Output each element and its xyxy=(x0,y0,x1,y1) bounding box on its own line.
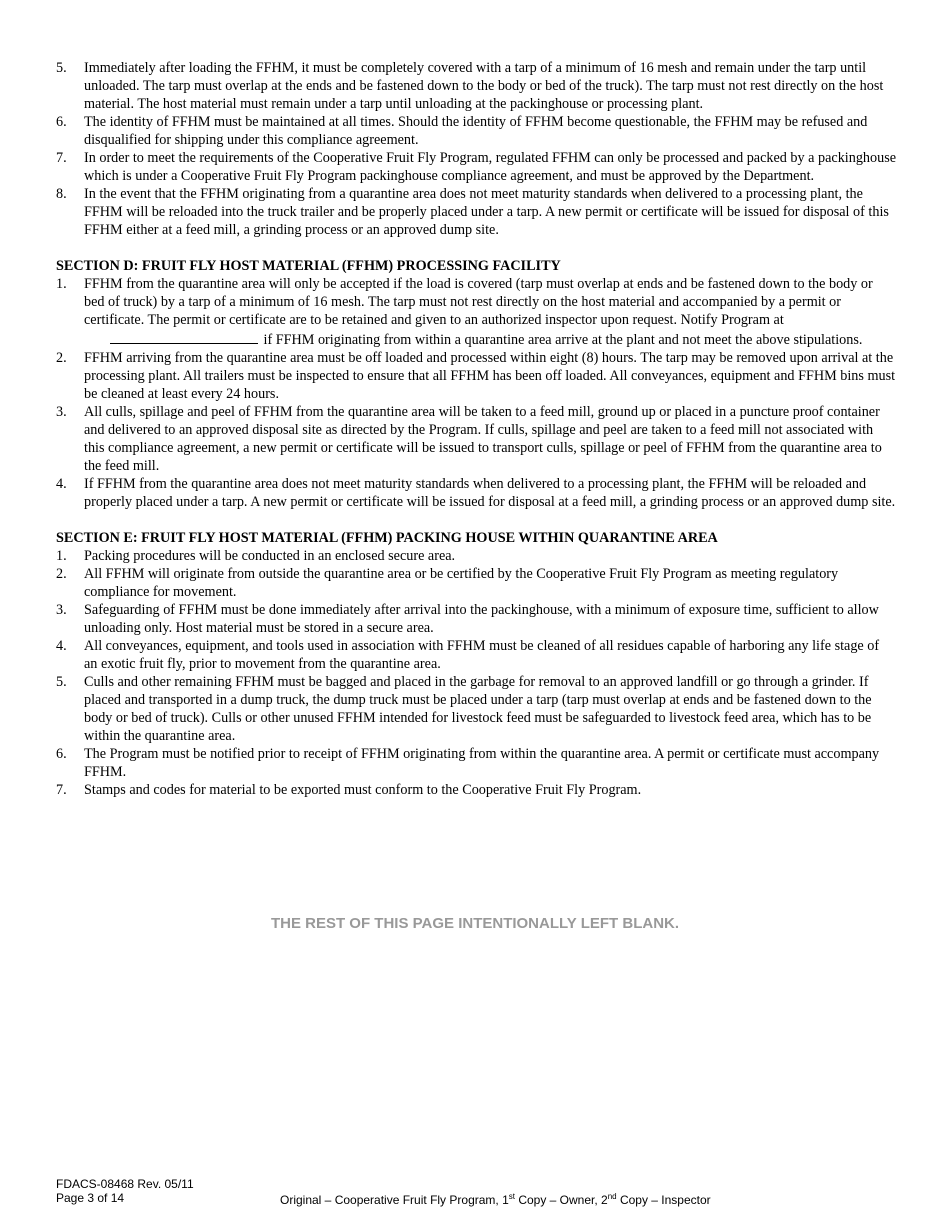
item-number: 1. xyxy=(56,276,67,292)
page-number: Page 3 of 14 xyxy=(56,1191,125,1205)
item-text: In the event that the FFHM originating from a quarantine area does not meet maturity standards when delivered to a processing plant, the FFHM will be reloaded into the truck trailer and be properly placed under a tarp. A new permit or certificate will be issued for disposal of this FFHM either at a feed mill, a grinding process or an approved dump site. xyxy=(84,186,889,238)
list-item xyxy=(56,673,896,745)
section-e-heading: SECTION E: FRUIT FLY HOST MATERIAL (FFHM) PACKING HOUSE WITHIN QUARANTINE AREA xyxy=(56,530,718,546)
item-number: 3. xyxy=(56,602,67,618)
blank-page-notice: THE REST OF THIS PAGE INTENTIONALLY LEFT BLANK. xyxy=(270,915,680,932)
item-text: Stamps and codes for material to be exported must conform to the Cooperative Fruit Fly Program. xyxy=(84,782,642,798)
item-text: If FFHM from the quarantine area does not meet maturity standards when delivered to a processing plant, the FFHM will be reloaded and properly placed under a tarp. A new permit or certificate will be issued for disposal at a feed mill, a grinding process or an approved dump site. xyxy=(84,476,896,510)
item-number: 2. xyxy=(56,350,67,366)
list-item xyxy=(56,275,896,349)
item-text: FFHM arriving from the quarantine area must be off loaded and processed within eight (8) hours. The tarp may be removed upon arrival at the processing plant. All trailers must be inspected to ensure that all FFHM has been off loaded. All conveyances, equipment and FFHM bins must be cleaned at least every 24 hours. xyxy=(84,350,896,402)
item-number: 3. xyxy=(56,404,67,420)
item-text: FFHM from the quarantine area will only be accepted if the load is covered (tarp must overlap at ends and be fastened down to the body or bed of truck) by a tarp of a minimum of 16 mesh. The tarp must not rest directly on the host material and accompanied by a permit or certificate. The permit or certificate are to be retained and given to an authorized inspector upon request. Notify Program at xyxy=(84,276,873,328)
item-text: Safeguarding of FFHM must be done immediately after arrival into the packinghouse, with a minimum of exposure time, sufficient to allow unloading only. Host material must be stored in a secure area. xyxy=(84,602,879,636)
item-number: 2. xyxy=(56,566,67,582)
list-item xyxy=(56,547,896,565)
item-number: 5. xyxy=(56,674,67,690)
form-number: FDACS-08468 Rev. 05/11 xyxy=(56,1177,194,1191)
item-number: 7. xyxy=(56,150,67,166)
section-e-list xyxy=(56,547,896,799)
item-text: All FFHM will originate from outside the quarantine area or be certified by the Cooperative Fruit Fly Program as meeting regulatory compliance for movement. xyxy=(84,566,839,600)
item-number: 6. xyxy=(56,746,67,762)
item-text: All culls, spillage and peel of FFHM from the quarantine area will be taken to a feed mill, ground up or placed in a puncture proof container and delivered to an approved disposal site as directed by the Program. If culls, spillage and peel are taken to a feed mill not associated with this compliance agreement, a new permit or certificate will be issued to transport culls, spillage or peel of FFHM from the quarantine area to the feed mill. xyxy=(84,404,882,474)
list-item xyxy=(56,59,896,113)
list-item xyxy=(56,781,896,799)
item-text: Culls and other remaining FFHM must be bagged and placed in the garbage for removal to an approved landfill or go through a grinder. If placed and transported in a dump truck, the dump truck must be placed under a tarp (tarp must overlap at ends and be fastened down to the body or bed of truck). Culls or other unused FFHM intended for livestock feed must be safeguarded to livestock feed area, which has to be within the quarantine area. xyxy=(84,674,872,744)
list-item xyxy=(56,185,896,239)
list-item xyxy=(56,149,896,185)
item-text: The Program must be notified prior to receipt of FFHM originating from within the quarantine area. A permit or certificate must accompany FFHM. xyxy=(84,746,880,780)
section-d-heading: SECTION D: FRUIT FLY HOST MATERIAL (FFHM) PROCESSING FACILITY xyxy=(56,258,561,274)
item-text-continued: if FFHM originating from within a quarantine area arrive at the plant and not meet the above stipulations. xyxy=(263,332,863,348)
item-number: 1. xyxy=(56,548,67,564)
list-item xyxy=(56,475,896,511)
item-number: 6. xyxy=(56,114,67,130)
item-text: All conveyances, equipment, and tools used in association with FFHM must be cleaned of all residues capable of harboring any life stage of an exotic fruit fly, prior to movement from the quarantine area. xyxy=(84,638,880,672)
item-text: The identity of FFHM must be maintained at all times. Should the identity of FFHM become questionable, the FFHM may be refused and disqualified for shipping under this compliance agreement. xyxy=(84,114,868,148)
item-number: 4. xyxy=(56,638,67,654)
list-item xyxy=(56,403,896,475)
list-item xyxy=(56,565,896,601)
superscript-nd: nd xyxy=(607,1192,617,1201)
item-number: 5. xyxy=(56,60,67,76)
list-item xyxy=(56,601,896,637)
item-text: Packing procedures will be conducted in an enclosed secure area. xyxy=(84,548,456,564)
item-number: 7. xyxy=(56,782,67,798)
section-c-list xyxy=(56,59,896,239)
distribution-second-copy: Copy – Inspector xyxy=(616,1193,711,1207)
item-text: In order to meet the requirements of the Cooperative Fruit Fly Program, regulated FFHM can only be processed and packed by a packinghouse which is under a Cooperative Fruit Fly Program packinghouse compliance agreement, and must be approved by the Department. xyxy=(84,150,897,184)
footer-form-info xyxy=(56,1177,194,1205)
list-item xyxy=(56,113,896,149)
distribution-original: Original – Cooperative Fruit Fly Program, 1 xyxy=(280,1193,509,1207)
document-body xyxy=(56,59,896,799)
list-item xyxy=(56,637,896,673)
phone-blank-field[interactable] xyxy=(110,329,258,344)
section-d-list xyxy=(56,275,896,511)
list-item xyxy=(56,745,896,781)
item-number: 4. xyxy=(56,476,67,492)
item-text: Immediately after loading the FFHM, it must be completely covered with a tarp of a minimum of 16 mesh and remain under the tarp until unloaded. The tarp must overlap at the ends and be fastened down to the body or bed of the truck). The tarp must not rest directly on the host material. The host material must remain under a tarp until unloading at the packinghouse or processing plant. xyxy=(84,60,884,112)
distribution-first-copy: Copy – Owner, 2 xyxy=(514,1193,608,1207)
item-number: 8. xyxy=(56,186,67,202)
list-item xyxy=(56,349,896,403)
superscript-st: st xyxy=(508,1192,515,1201)
footer-distribution xyxy=(280,1190,711,1207)
